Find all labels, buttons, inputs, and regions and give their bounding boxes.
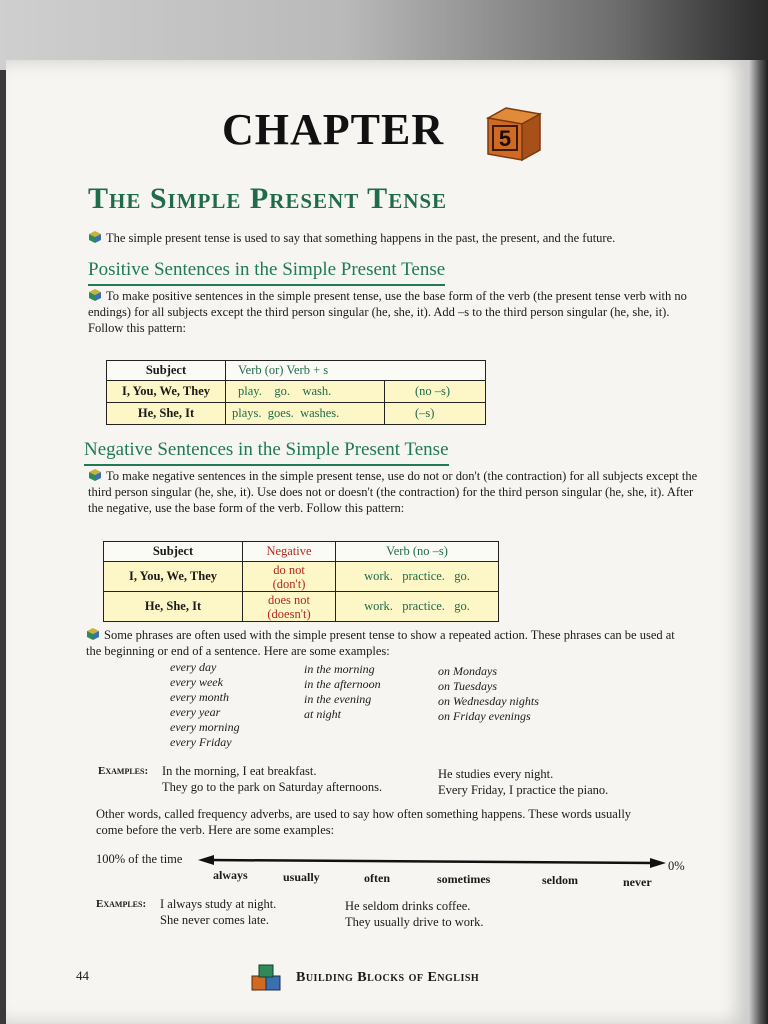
positive-row-subject: I, You, We, They	[107, 381, 226, 403]
page-title: The Simple Present Tense	[88, 182, 448, 215]
positive-row-subject: He, She, It	[107, 403, 226, 425]
phrases-paragraph	[86, 627, 686, 659]
frequency-word: never	[623, 875, 652, 889]
examples-label: Examples:	[98, 765, 149, 777]
examples-right	[438, 766, 608, 798]
verb-cell: plays.	[232, 406, 262, 420]
cube-bullet-icon	[88, 230, 102, 244]
phrase-item: on Wednesday nights	[438, 694, 539, 708]
negative-row-verbs: work. practice. go.	[336, 592, 499, 622]
intro-text: The simple present tense is used to say that something happens in the past, the present, and the future.	[106, 231, 616, 245]
page-number: 44	[76, 968, 89, 983]
frequency-word: often	[364, 871, 390, 885]
negative-form: do not	[273, 562, 305, 577]
example-sentence: They usually drive to work.	[345, 915, 484, 929]
negative-text: To make negative sentences in the simple present tense, use do not or don't (the contraction) for all subjects except the third person singular (he, she, it). Use does not or doesn't (the contraction) for the third person singular (he, she, it). After the negative, use the base form of the verb. Follow this pattern:	[88, 469, 698, 515]
frequency-word: always	[213, 868, 248, 882]
verb-cell: washes.	[300, 406, 340, 420]
positive-header-subject: Subject	[107, 361, 226, 381]
negative-heading-text: Negative Sentences in the Simple Present Tense	[84, 439, 449, 460]
examples2-left	[160, 896, 276, 928]
phrase-item: in the afternoon	[304, 677, 381, 691]
phrase-item: every month	[170, 690, 229, 704]
chapter-number: 5	[498, 126, 512, 151]
phrase-item: every morning	[170, 720, 240, 734]
positive-row-verbs	[226, 381, 385, 403]
negative-table	[103, 541, 499, 622]
negative-header-subject: Subject	[104, 542, 243, 562]
example-sentence: They go to the park on Saturday afternoons.	[162, 780, 383, 794]
phrase-item: at night	[304, 707, 342, 721]
positive-paragraph	[88, 288, 702, 336]
negative-heading	[84, 439, 449, 461]
positive-heading	[88, 259, 445, 281]
phrase-item: in the evening	[304, 692, 372, 706]
frequency-paragraph: Other words, called frequency adverbs, are used to say how often something happens. These words usually come before the verb. Here are some examples:	[96, 807, 632, 837]
scale-right-label: 0%	[668, 859, 685, 873]
blocks-logo-icon	[250, 964, 286, 994]
intro-paragraph	[88, 230, 708, 246]
negative-row-subject: He, She, It	[104, 592, 243, 622]
example-sentence: He seldom drinks coffee.	[345, 899, 471, 913]
positive-row-note: (no –s)	[385, 381, 486, 403]
negative-row-verbs: work. practice. go.	[336, 562, 499, 592]
positive-text: To make positive sentences in the simple present tense, use the base form of the verb (the present tense verb with no endings) for all subjects except the third person singular (he, she, it). Add –s to the third person singular (he, she, it). Follow this pattern:	[88, 289, 687, 335]
examples-label: Examples:	[96, 898, 147, 910]
phrases-column-days	[438, 664, 539, 724]
phrase-item: in the morning	[304, 662, 375, 676]
example-sentence: In the morning, I eat breakfast.	[162, 764, 317, 778]
positive-row-note: (–s)	[385, 403, 486, 425]
negative-header-verb: Verb (no –s)	[336, 542, 499, 562]
phrase-item: on Friday evenings	[438, 709, 531, 723]
positive-header-verb: Verb (or) Verb + s	[226, 361, 486, 381]
negative-row-negative	[243, 562, 336, 592]
frequency-word: sometimes	[437, 872, 491, 886]
cube-bullet-icon	[86, 627, 100, 641]
negative-contraction: (doesn't)	[267, 606, 311, 621]
negative-row-negative	[243, 592, 336, 622]
cube-bullet-icon	[88, 288, 102, 302]
example-sentence: She never comes late.	[160, 913, 269, 927]
negative-header-negative: Negative	[243, 542, 336, 562]
phrase-item: on Tuesdays	[438, 679, 498, 693]
scale-left-label: 100% of the time	[96, 852, 183, 866]
phrases-column-time	[304, 662, 381, 722]
examples-left	[162, 763, 382, 795]
frequency-arrow	[198, 852, 666, 868]
negative-paragraph	[88, 468, 700, 516]
examples2-right	[345, 898, 484, 930]
negative-heading-underline	[84, 464, 449, 466]
footer-book-title: Building Blocks of English	[296, 970, 480, 985]
negative-contraction: (don't)	[272, 576, 306, 591]
phrases-column-every	[170, 660, 240, 750]
frequency-word: seldom	[542, 873, 578, 887]
page-edge-shadow	[748, 60, 768, 1024]
positive-table	[106, 360, 486, 425]
phrase-item: every week	[170, 675, 223, 689]
verb-cell: go.	[274, 384, 290, 398]
verb-cell: goes.	[267, 406, 294, 420]
cube-bullet-icon	[88, 468, 102, 482]
chapter-label: CHAPTER	[222, 105, 445, 154]
verb-cell: wash.	[302, 384, 332, 398]
negative-form: does not	[267, 592, 310, 607]
frequency-word: usually	[283, 870, 320, 884]
positive-row-verbs	[226, 403, 385, 425]
example-sentence: I always study at night.	[160, 897, 277, 911]
example-sentence: Every Friday, I practice the piano.	[438, 783, 609, 797]
chapter-cube-icon	[482, 104, 546, 164]
positive-heading-text: Positive Sentences in the Simple Present Tense	[88, 259, 446, 280]
phrase-item: every Friday	[170, 735, 232, 749]
negative-row-subject: I, You, We, They	[104, 562, 243, 592]
phrase-item: on Mondays	[438, 664, 497, 678]
phrases-text: Some phrases are often used with the simple present tense to show a repeated action. These phrases can be used at the beginning or end of a sentence. Here are some examples:	[86, 628, 675, 658]
phrase-item: every day	[170, 660, 217, 674]
phrase-item: every year	[170, 705, 221, 719]
verb-cell: play.	[238, 384, 262, 398]
positive-heading-underline	[88, 284, 445, 286]
example-sentence: He studies every night.	[438, 767, 554, 781]
